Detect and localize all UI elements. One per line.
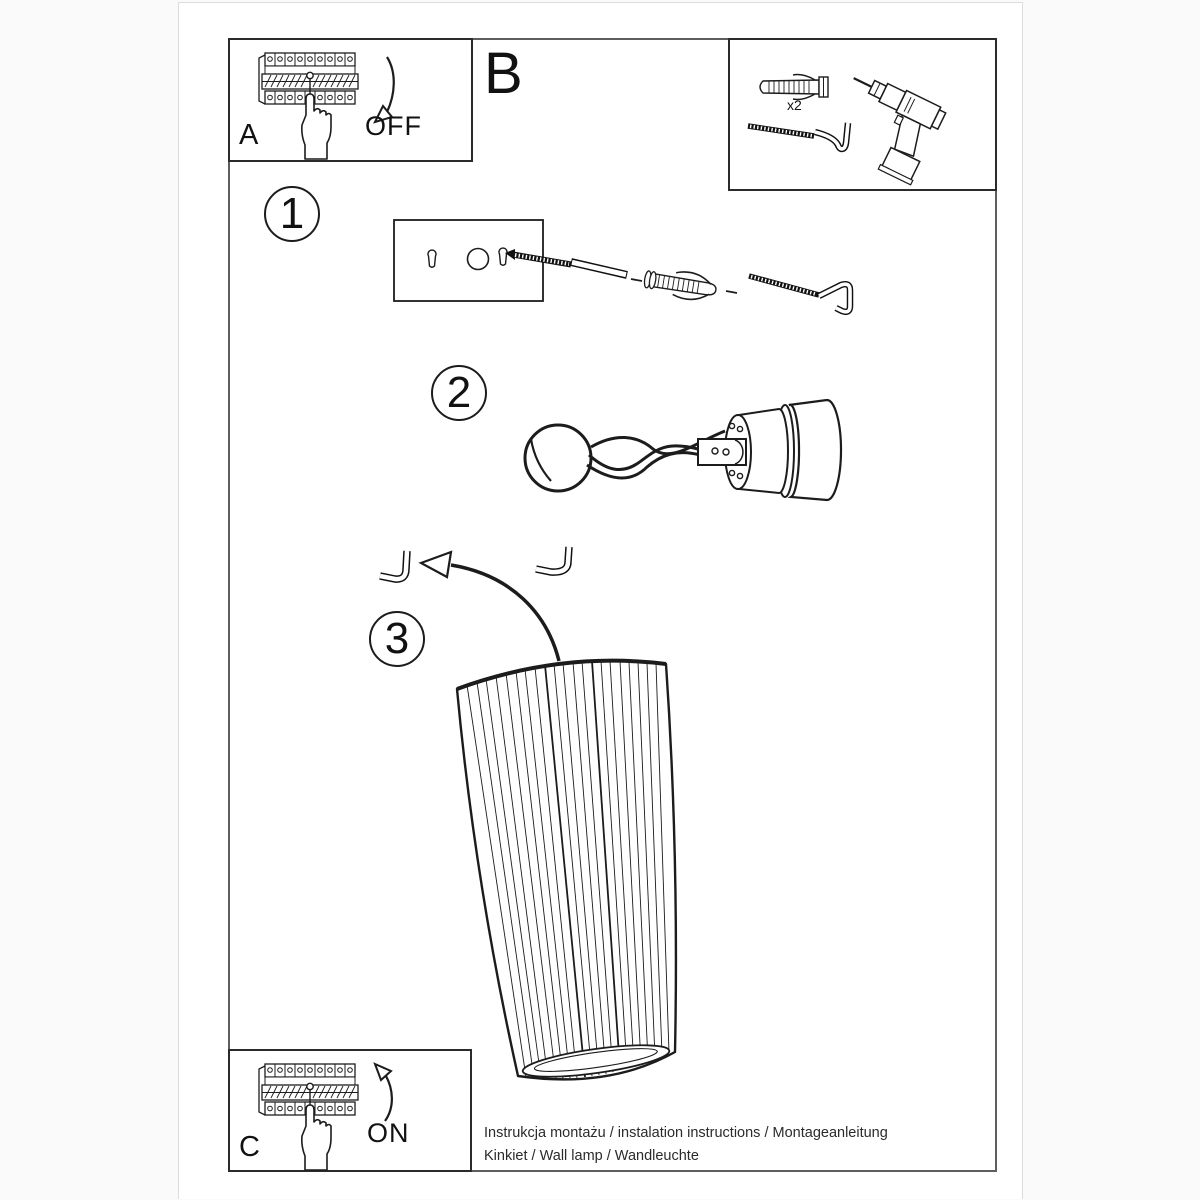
instruction-line-art <box>179 3 1022 1199</box>
alignment-dash <box>726 291 737 293</box>
footer-title-multilang: Instrukcja montażu / instalation instructions / Montageanleitung <box>484 1125 888 1141</box>
wall-anchor-step1-icon <box>643 266 718 304</box>
step-2-badge <box>431 365 487 421</box>
off-label: OFF <box>365 111 422 141</box>
wall-hook-left-icon <box>380 551 407 579</box>
arrow-up-head <box>375 1064 391 1080</box>
arrow-up-curve <box>385 1076 392 1121</box>
anchor-quantity-label: x2 <box>787 97 802 113</box>
breaker-panel-on-icon <box>259 1064 392 1170</box>
step-3-number: 3 <box>384 614 410 663</box>
step-1-badge <box>264 186 320 242</box>
mounting-plate-icon <box>394 220 543 301</box>
footer-product-multilang: Kinkiet / Wall lamp / Wandleuchte <box>484 1148 699 1164</box>
hook-screw-step1-icon <box>749 276 850 312</box>
lampshade-icon <box>457 661 676 1083</box>
step-3-badge <box>369 611 425 667</box>
bulb-icon <box>525 425 591 491</box>
on-label: ON <box>367 1118 410 1148</box>
wall-anchor-icon <box>760 75 828 100</box>
box-c-label: C <box>239 1131 260 1163</box>
wall-hook-right-icon <box>536 547 569 572</box>
instruction-sheet-page <box>178 2 1023 1199</box>
lamp-socket-icon <box>698 400 841 500</box>
drill-icon <box>823 67 947 185</box>
step-1-number: 1 <box>279 189 305 238</box>
alignment-dash <box>631 279 642 281</box>
breaker-panel-off-icon <box>259 53 394 159</box>
hook-screw-icon <box>748 123 848 149</box>
parts-box-border <box>729 39 996 190</box>
section-b-label: B <box>484 41 523 106</box>
step-2-number: 2 <box>446 368 472 417</box>
arrow-down-curve <box>387 57 394 112</box>
box-a-label: A <box>239 119 259 151</box>
